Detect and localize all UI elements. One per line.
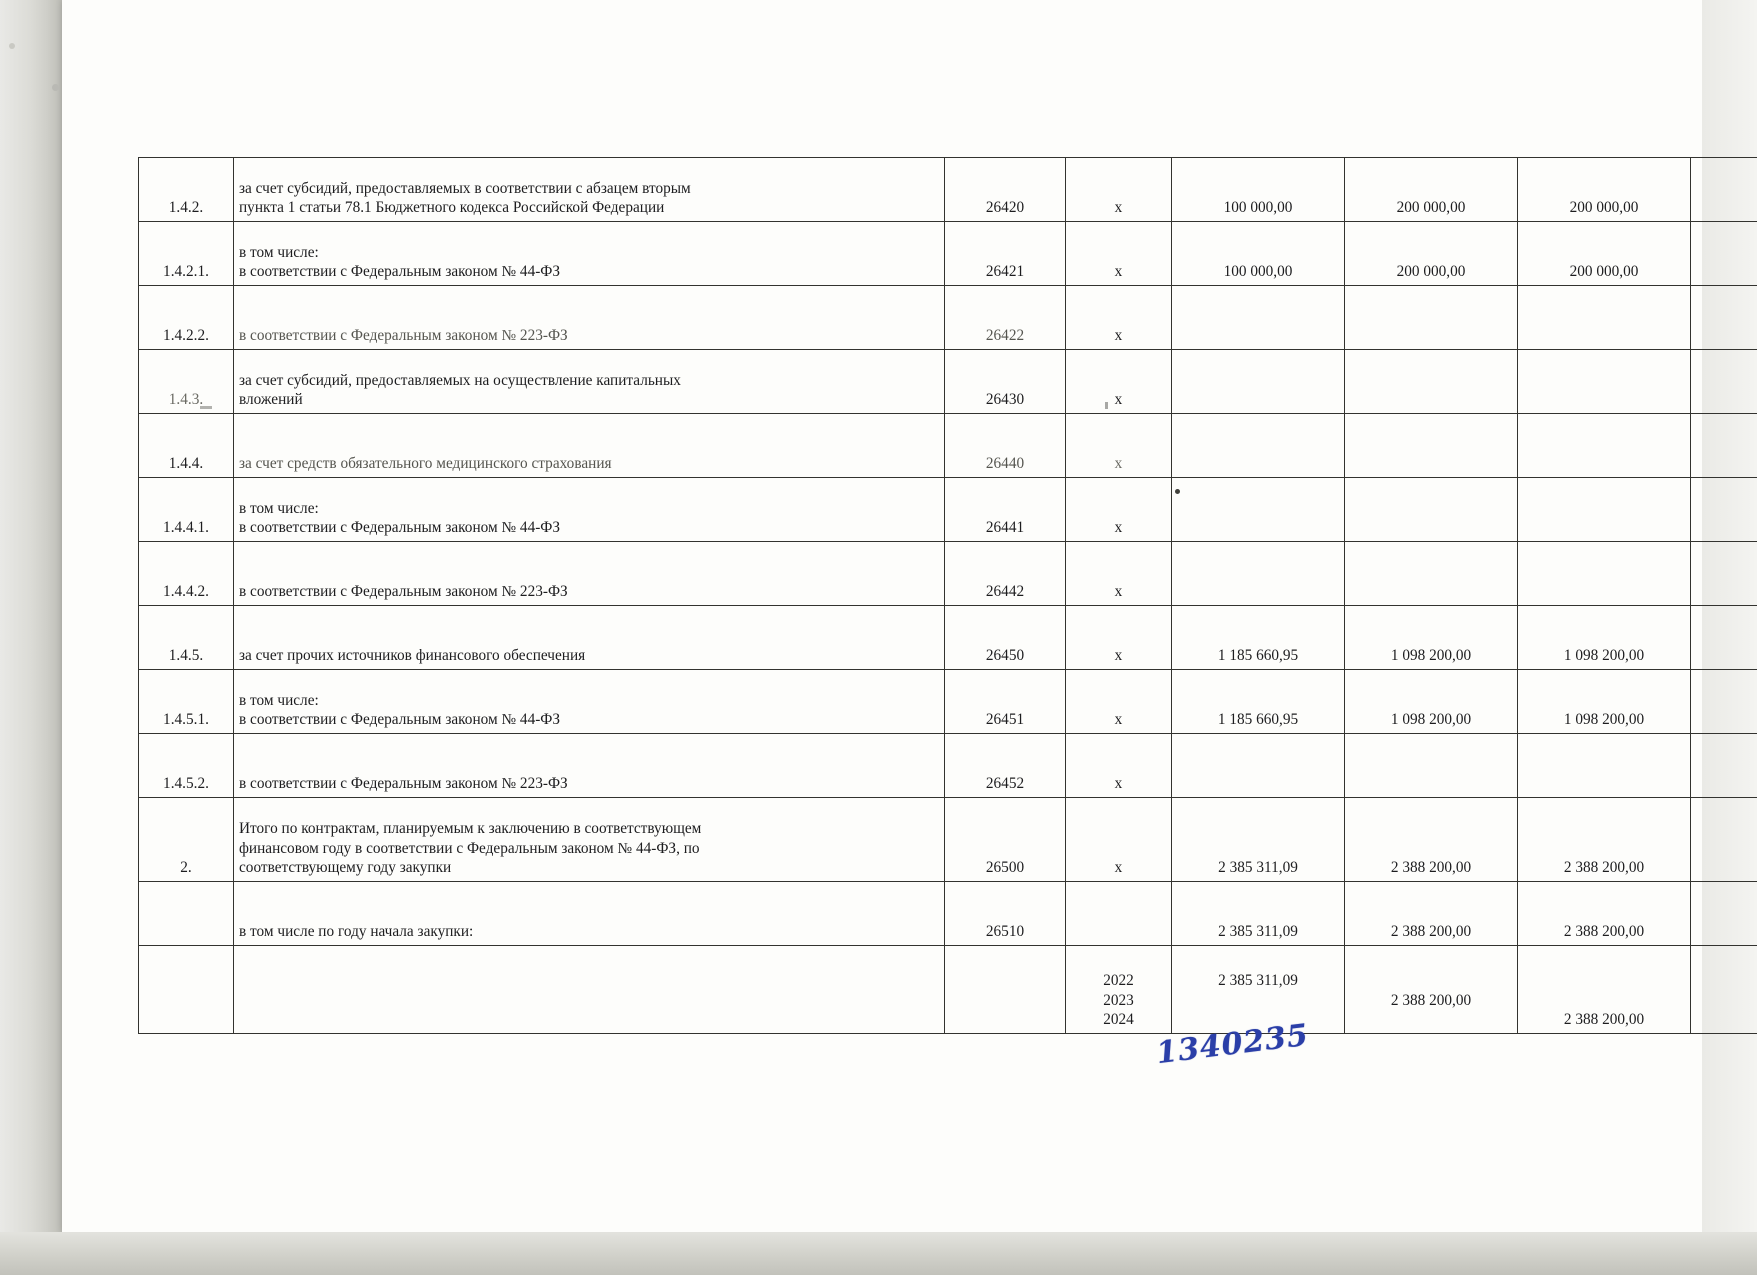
row-value-2: [1345, 286, 1518, 350]
row-name-line2: в соответствии с Федеральным законом № 223-ФЗ: [239, 583, 568, 601]
row-name: [234, 798, 945, 882]
row-year-mark: х: [1066, 222, 1172, 286]
row-name-line2: в соответствии с Федеральным законом № 223-ФЗ: [239, 775, 568, 793]
row-name-line2: за счет средств обязательного медицинского страхования: [239, 455, 612, 473]
table-row: [139, 222, 1757, 286]
row-name-line2: финансовом году в соответствии с Федеральным законом № 44-ФЗ, по: [239, 839, 700, 857]
row-value-1: 1 185 660,95: [1172, 670, 1345, 734]
row-name: [234, 670, 945, 734]
row-name: [234, 222, 945, 286]
row-year-mark: х: [1066, 798, 1172, 882]
scan-speck: [52, 84, 59, 91]
row-value-3: [1518, 478, 1691, 542]
row-value-1: 2 385 311,09: [1172, 882, 1345, 946]
row-number: [139, 946, 234, 1034]
row-name: [234, 946, 945, 1034]
row-year-mark: х: [1066, 286, 1172, 350]
row-name-line1: в том числе:: [239, 691, 319, 709]
row-name-line2: в том числе по году начала закупки:: [239, 923, 474, 941]
scan-bottom-edge: [0, 1232, 1757, 1275]
row-value-1: [1172, 414, 1345, 478]
row-name: [234, 350, 945, 414]
row-value-3: [1518, 350, 1691, 414]
year-value: 2 388 200,00: [1390, 991, 1472, 1009]
table-row: [139, 734, 1757, 798]
row-code: 26422: [945, 286, 1066, 350]
table-row: [139, 798, 1757, 882]
year-values-2: [1345, 946, 1518, 1034]
row-code: 26430: [945, 350, 1066, 414]
row-value-2: [1345, 414, 1518, 478]
row-name-line1: за счет субсидий, предоставляемых в соответствии с абзацем вторым: [239, 179, 691, 197]
table-row: [139, 882, 1757, 946]
row-name-line2: в соответствии с Федеральным законом № 44-ФЗ: [239, 711, 561, 729]
row-year-mark: х: [1066, 158, 1172, 222]
row-number: 1.4.4.: [139, 414, 234, 478]
row-name-line1: в том числе:: [239, 499, 319, 517]
row-name-line1: в том числе:: [239, 243, 319, 261]
row-code: 26441: [945, 478, 1066, 542]
row-name-line3: соответствующему году закупки: [239, 859, 452, 877]
row-year-mark: х: [1066, 734, 1172, 798]
row-value-1: [1172, 478, 1345, 542]
row-value-4: [1691, 222, 1757, 286]
row-name: [234, 734, 945, 798]
table-row: [139, 350, 1757, 414]
row-code: 26440: [945, 414, 1066, 478]
row-value-2: [1345, 734, 1518, 798]
row-value-2: 1 098 200,00: [1345, 670, 1518, 734]
row-value-4: [1691, 478, 1757, 542]
row-value-3: 2 388 200,00: [1518, 798, 1691, 882]
row-year-mark: х: [1066, 606, 1172, 670]
year-list: [1066, 946, 1172, 1034]
scan-left-edge: [0, 0, 66, 1275]
row-name-line2: вложений: [239, 391, 303, 409]
row-value-2: [1345, 350, 1518, 414]
row-value-4: [1691, 882, 1757, 946]
table-row: [139, 542, 1757, 606]
row-value-4: [1691, 606, 1757, 670]
row-value-3: 2 388 200,00: [1518, 882, 1691, 946]
row-value-2: 2 388 200,00: [1345, 798, 1518, 882]
row-code: [945, 946, 1066, 1034]
year-values-3: [1518, 946, 1691, 1034]
row-code: 26452: [945, 734, 1066, 798]
row-value-3: 1 098 200,00: [1518, 606, 1691, 670]
row-value-4: [1691, 734, 1757, 798]
row-code: 26510: [945, 882, 1066, 946]
year-values-4: [1691, 946, 1757, 1034]
row-number: 1.4.2.2.: [139, 286, 234, 350]
row-year-mark: [1066, 882, 1172, 946]
row-code: 26451: [945, 670, 1066, 734]
scan-speck: [9, 43, 15, 49]
row-value-1: [1172, 286, 1345, 350]
row-value-2: 2 388 200,00: [1345, 882, 1518, 946]
year-values-1: [1172, 946, 1345, 1034]
row-value-4: [1691, 670, 1757, 734]
row-number: 1.4.2.1.: [139, 222, 234, 286]
row-value-3: 200 000,00: [1518, 158, 1691, 222]
row-value-1: [1172, 542, 1345, 606]
row-value-1: [1172, 734, 1345, 798]
row-value-4: [1691, 286, 1757, 350]
row-code: 26442: [945, 542, 1066, 606]
row-name-line2: пункта 1 статьи 78.1 Бюджетного кодекса Российской Федерации: [239, 199, 665, 217]
row-name-line2: в соответствии с Федеральным законом № 44-ФЗ: [239, 263, 561, 281]
row-value-3: 200 000,00: [1518, 222, 1691, 286]
table-row: [139, 158, 1757, 222]
handwritten-annotation: 1340235: [1154, 1017, 1311, 1072]
row-name: [234, 286, 945, 350]
year-item: 2024: [1103, 1011, 1134, 1029]
year-value: 2 385 311,09: [1218, 972, 1298, 990]
table-row: [139, 606, 1757, 670]
table-row: [139, 670, 1757, 734]
finance-table: [138, 157, 1757, 1034]
row-year-mark: х: [1066, 478, 1172, 542]
row-value-1: [1172, 350, 1345, 414]
row-code: 26450: [945, 606, 1066, 670]
row-name: [234, 158, 945, 222]
row-number: 1.4.5.: [139, 606, 234, 670]
table-row: [139, 478, 1757, 542]
row-name: [234, 478, 945, 542]
row-name: [234, 414, 945, 478]
row-value-2: [1345, 478, 1518, 542]
row-number: 1.4.5.2.: [139, 734, 234, 798]
row-value-1: 100 000,00: [1172, 158, 1345, 222]
row-number: 1.4.3.: [139, 350, 234, 414]
row-value-4: [1691, 158, 1757, 222]
row-number: 1.4.4.1.: [139, 478, 234, 542]
row-value-4: [1691, 542, 1757, 606]
row-number: 1.4.5.1.: [139, 670, 234, 734]
row-year-mark: х: [1066, 542, 1172, 606]
row-value-3: [1518, 542, 1691, 606]
row-name-line2: за счет прочих источников финансового обеспечения: [239, 647, 586, 665]
row-value-3: [1518, 414, 1691, 478]
row-name: [234, 606, 945, 670]
table-row-year-breakdown: [139, 946, 1757, 1034]
row-value-2: 1 098 200,00: [1345, 606, 1518, 670]
year-item: 2023: [1103, 991, 1134, 1009]
row-year-mark: х: [1066, 350, 1172, 414]
row-name-line2: в соответствии с Федеральным законом № 44-ФЗ: [239, 519, 561, 537]
row-code: 26500: [945, 798, 1066, 882]
row-value-1: 1 185 660,95: [1172, 606, 1345, 670]
row-value-3: [1518, 286, 1691, 350]
row-number: [139, 882, 234, 946]
row-value-4: [1691, 414, 1757, 478]
row-code: 26420: [945, 158, 1066, 222]
row-code: 26421: [945, 222, 1066, 286]
row-name: [234, 882, 945, 946]
row-value-4: [1691, 798, 1757, 882]
row-name-line1: Итого по контрактам, планируемым к заключению в соответствующем: [239, 820, 702, 838]
row-value-1: 2 385 311,09: [1172, 798, 1345, 882]
row-number: 1.4.2.: [139, 158, 234, 222]
row-value-1: 100 000,00: [1172, 222, 1345, 286]
row-number: 1.4.4.2.: [139, 542, 234, 606]
row-number: 2.: [139, 798, 234, 882]
row-value-4: [1691, 350, 1757, 414]
row-value-2: 200 000,00: [1345, 158, 1518, 222]
row-name: [234, 542, 945, 606]
year-item: 2022: [1103, 972, 1134, 990]
row-year-mark: х: [1066, 670, 1172, 734]
row-year-mark: х: [1066, 414, 1172, 478]
row-value-2: [1345, 542, 1518, 606]
row-value-3: 1 098 200,00: [1518, 670, 1691, 734]
row-name-line1: за счет субсидий, предоставляемых на осуществление капитальных: [239, 371, 681, 389]
row-value-3: [1518, 734, 1691, 798]
table-row: [139, 286, 1757, 350]
row-name-line2: в соответствии с Федеральным законом № 223-ФЗ: [239, 327, 568, 345]
row-value-2: 200 000,00: [1345, 222, 1518, 286]
year-value: 2 388 200,00: [1563, 1011, 1645, 1029]
table-row: [139, 414, 1757, 478]
